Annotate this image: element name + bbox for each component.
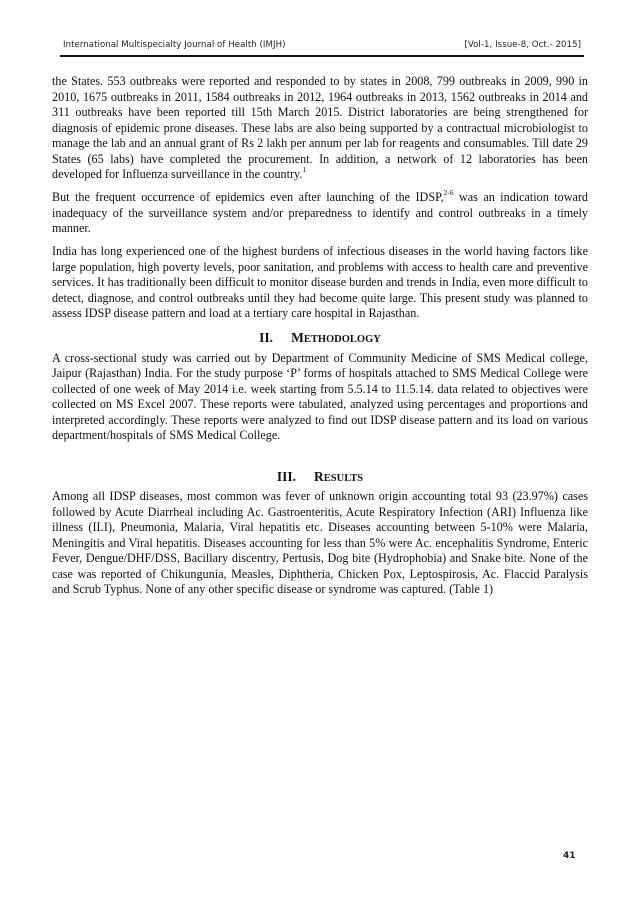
section-heading-methodology bbox=[52, 329, 588, 348]
paragraph-idsp-text-b: was an indication toward inadequacy of the surveillance system and/or preparedness to identify and control outbreaks in a timely manner. bbox=[52, 190, 588, 235]
issue-info: [Vol-1, Issue-8, Oct.- 2015] bbox=[464, 40, 581, 50]
paragraph-methodology: A cross-sectional study was carried out by Department of Community Medicine of SMS Medical college, Jaipur (Rajasthan) India. For the study purpose ‘P’ forms of hospitals attached to SMS Medical College were collected of one week of May 2014 i.e. week starting from 5.5.14 to 11.5.14. data related to objectives were collected on MS Excel 2007. These reports were tabulated, analyzed using percentages and proportions and interpreted accordingly. These reports were analyzed to find out IDSP disease pattern and its load on various department/hospitals of SMS Medical College. bbox=[52, 350, 588, 442]
section-title-initial: R bbox=[314, 468, 324, 484]
paragraph-outbreaks bbox=[52, 74, 588, 183]
section-number: II. bbox=[259, 330, 274, 345]
section-title-initial: M bbox=[291, 330, 304, 345]
citation-ref: 2-6 bbox=[443, 187, 454, 197]
article-body bbox=[52, 74, 588, 605]
header-rule bbox=[60, 55, 584, 57]
running-header bbox=[63, 40, 581, 50]
paragraph-india-burden: India has long experienced one of the highest burdens of infectious diseases in the world having factors like large population, high poverty levels, poor sanitation, and problems with access to health care and preventive services. It has traditionally been difficult to monitor disease burden and trends in India, even more difficult to detect, diagnose, and control outbreaks until they had become quite large. This present study was planned to assess IDSP disease pattern and load at a tertiary care hospital in Rajasthan. bbox=[52, 244, 588, 320]
paragraph-idsp-text-a: But the frequent occurrence of epidemics even after launching of the IDSP, bbox=[52, 190, 444, 204]
journal-title: International Multispecialty Journal of Health (IMJH) bbox=[63, 40, 286, 50]
section-title-rest: ETHODOLOGY bbox=[303, 334, 381, 345]
page-number: 41 bbox=[563, 851, 576, 861]
paragraph-outbreaks-text: the States. 553 outbreaks were reported and responded to by states in 2008, 799 outbreaks in 2009, 990 in 2010, 1675 outbreaks in 2011, 1584 outbreaks in 2012, 1964 outbreaks in 2013, 1562 outbreaks in 2014 and 311 outbreaks have been reported till 15th March 2015. District laboratories are being strengthened for diagnosis of epidemic prone diseases. These labs are also being supported by a contractual microbiologist to manage the lab and an annual grant of Rs 2 lakh per annum per lab for reagents and consumables. Till date 29 States (65 labs) have completed the procurement. In addition, a network of 12 laboratories has been developed for Influenza surveillance in the country. bbox=[52, 74, 588, 181]
paragraph-results: Among all IDSP diseases, most common was fever of unknown origin accounting total 93 (23.97%) cases followed by Acute Diarrheal including Ac. Gastroenteritis, Acute Respiratory Infection (ARI) Influenza like illness (ILI), Pneumonia, Malaria, Viral hepatitis etc. Diseases accounting between 5-10% were Malaria, Meningitis and Viral hepatitis. Diseases accounting for less than 5% were Ac. encephalitis Syndrome, Enteric Fever, Dengue/DHF/DSS, Bacillary discentry, Pertusis, Dog bite (Hydrophobia) and Snake bite. None of the case was reported of Chikungunia, Measles, Diphtheria, Chicken Pox, Leptospirosis, Ac. Flaccid Paralysis and Scrub Typhus. None of any other specific disease or syndrome was captured. (Table 1) bbox=[52, 489, 588, 596]
section-heading-results bbox=[52, 468, 588, 487]
section-title-rest: ESULTS bbox=[323, 472, 364, 484]
section-number: III. bbox=[276, 468, 297, 484]
paragraph-idsp-epidemics bbox=[52, 187, 588, 237]
citation-ref: 1 bbox=[302, 164, 307, 174]
